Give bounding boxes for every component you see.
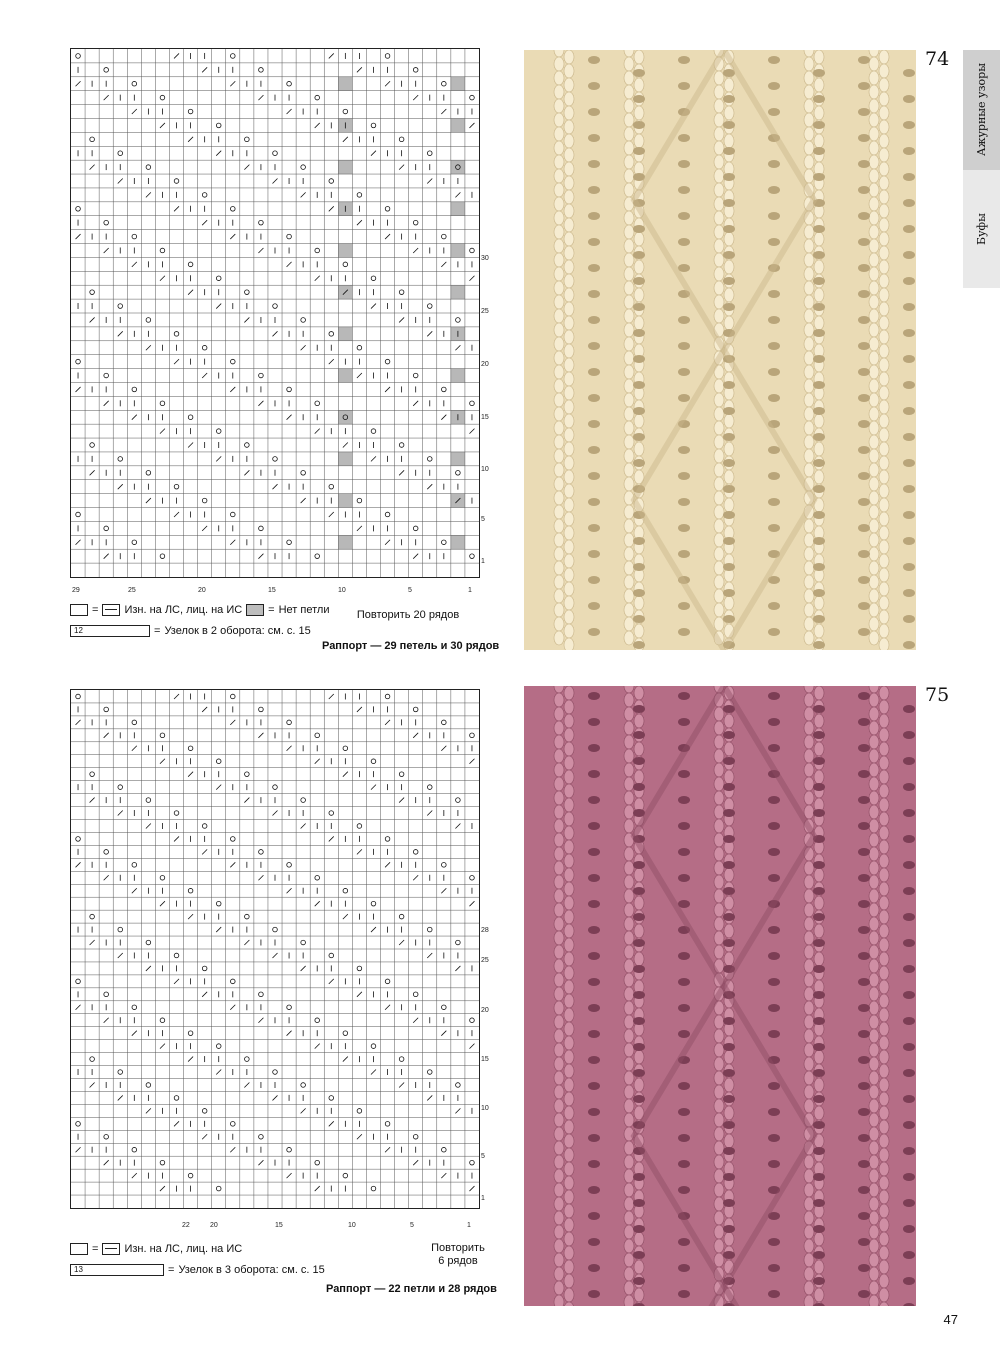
subsection-tab[interactable] <box>963 170 1000 288</box>
knot-text-75: Узелок в 3 оборота: см. с. 15 <box>178 1264 325 1276</box>
subsection-tab-label: Буфы <box>975 213 988 245</box>
row-number: 25 <box>481 957 489 964</box>
blank-cell-icon <box>70 604 88 616</box>
purl-cell-icon <box>102 604 120 616</box>
no-stitch-cell-icon <box>246 604 264 616</box>
col-number: 15 <box>275 1222 283 1229</box>
legend-75-text: Изн. на ЛС, лиц. на ИС <box>124 1243 243 1255</box>
repeat-note-75: Повторить 6 рядов <box>431 1242 485 1267</box>
col-number: 29 <box>72 587 80 594</box>
col-number: 20 <box>210 1222 218 1229</box>
legend-74-symbols: = Изн. на ЛС, лиц. на ИС = Нет петли <box>70 604 329 616</box>
row-number: 30 <box>481 255 489 262</box>
photo-75 <box>524 686 916 1306</box>
knit-photo-75 <box>524 686 916 1306</box>
col-number: 5 <box>408 587 412 594</box>
chart-75-grid <box>71 690 479 1208</box>
row-numbers-75 <box>481 689 495 1207</box>
row-number: 15 <box>481 1056 489 1063</box>
row-number: 1 <box>481 558 485 565</box>
row-number: 10 <box>481 1105 489 1112</box>
row-number: 5 <box>481 1153 485 1160</box>
row-number: 15 <box>481 414 489 421</box>
row-number: 1 <box>481 1195 485 1202</box>
legend-75-knot: 13 = Узелок в 3 оборота: см. с. 15 <box>70 1264 325 1276</box>
knot-symbol-icon <box>70 625 150 637</box>
col-numbers-74 <box>70 587 478 597</box>
col-number: 10 <box>338 587 346 594</box>
row-number: 20 <box>481 361 489 368</box>
col-number: 15 <box>268 587 276 594</box>
col-number: 5 <box>410 1222 414 1229</box>
purl-cell-icon <box>102 1243 120 1255</box>
row-number: 20 <box>481 1007 489 1014</box>
knit-photo-74 <box>524 50 916 650</box>
row-number: 10 <box>481 466 489 473</box>
chart-74-grid <box>71 49 479 577</box>
col-number: 25 <box>128 587 136 594</box>
chart-75 <box>70 689 480 1209</box>
col-number: 20 <box>198 587 206 594</box>
summary-75: Раппорт — 22 петли и 28 рядов <box>326 1283 497 1295</box>
section-tab[interactable] <box>963 50 1000 170</box>
repeat-note-74: Повторить 20 рядов <box>356 609 460 621</box>
blank-cell-icon <box>70 1243 88 1255</box>
pattern-number-75: 75 <box>925 684 950 706</box>
row-number: 25 <box>481 308 489 315</box>
legend-74-knot: 12 = Узелок в 2 оборота: см. с. 15 <box>70 625 311 637</box>
knot-text-74: Узелок в 2 оборота: см. с. 15 <box>164 625 311 637</box>
knot-label: 13 <box>74 1265 83 1274</box>
knot-label: 12 <box>74 626 83 635</box>
row-number: 28 <box>481 927 489 934</box>
summary-74: Раппорт — 29 петель и 30 рядов <box>322 640 500 652</box>
col-number: 10 <box>348 1222 356 1229</box>
col-number: 22 <box>182 1222 190 1229</box>
pattern-number-74: 74 <box>925 48 950 70</box>
row-number: 5 <box>481 516 485 523</box>
page-number: 47 <box>943 1312 958 1327</box>
col-number: 1 <box>467 1222 471 1229</box>
legend-75-symbols: = Изн. на ЛС, лиц. на ИС <box>70 1243 242 1255</box>
col-numbers-75 <box>70 1222 478 1232</box>
col-number: 1 <box>468 587 472 594</box>
knot-symbol-icon <box>70 1264 164 1276</box>
legend-74-nostitch: Нет петли <box>278 604 330 616</box>
legend-74-text: Изн. на ЛС, лиц. на ИС <box>124 604 243 616</box>
photo-74 <box>524 50 916 650</box>
chart-74 <box>70 48 480 578</box>
row-numbers-74 <box>481 48 495 576</box>
section-tab-label: Ажурные узоры <box>975 63 988 157</box>
